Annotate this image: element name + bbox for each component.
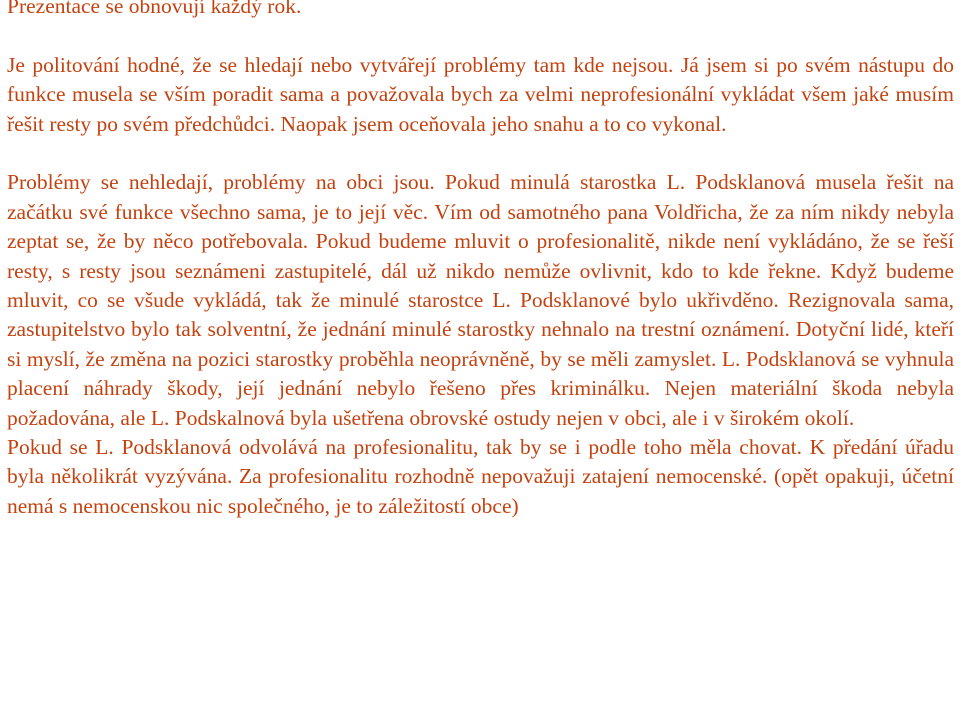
paragraph-professionalism: Pokud se L. Podsklanová odvolává na profesionalitu, tak by se i podle toho měla chovat. K předání úřadu byla několikrát vyzývána. Za profesionalitu rozhodně nepovažuji zatajení nemocenské. (opět opakuji, účetní nemá s nemocenskou nic společného, je to záležitostí obce) — [7, 435, 954, 518]
paragraph-intro: Prezentace se obnovují každý rok. — [7, 0, 302, 18]
paragraph-regret: Je politování hodné, že se hledají nebo vytvářejí problémy tam kde nejsou. Já jsem si po svém nástupu do funkce musela se vším poradit sama a považovala bych za velmi neprofesionální vykládat všem jaké musím řešit resty po svém předchůdci. Naopak jsem oceňovala jeho snahu a to co vykonal. — [7, 52, 954, 136]
paragraph-spacer — [7, 139, 954, 168]
paragraph-problems: Problémy se nehledají, problémy na obci jsou. Pokud minulá starostka L. Podsklanová musela řešit na začátku své funkce všechno sama, je to její věc. Vím od samotného pana Voldřicha, že za ním nikdy nebyla zeptat se, že by něco potřebovala. Pokud budeme mluvit o profesionalitě, nikde není vykládáno, že se řeší resty, s resty jsou seznámeni zastupitelé, dál už nikdo nemůže ovlivnit, kdo to kde řekne. Když budeme mluvit, co se všude vykládá, tak že minulé starostce L. Podsklanové bylo ukřivděno. Rezignovala sama, zastupitelstvo bylo tak solventní, že jednání minulé starostky nehnalo na trestní oznámení. Dotyční lidé, kteří si myslí, že změna na pozici starostky proběhla neoprávněně, by se měli zamyslet. L. Podsklanová se vyhnula placení náhrady škody, její jednání nebylo řešeno přes kriminálku. Nejen materiální škoda nebyla požadována, ale L. Podskalnová byla ušetřena obrovské ostudy nejen v obci, ale i v širokém okolí. — [7, 170, 954, 430]
paragraph-spacer — [7, 21, 954, 50]
